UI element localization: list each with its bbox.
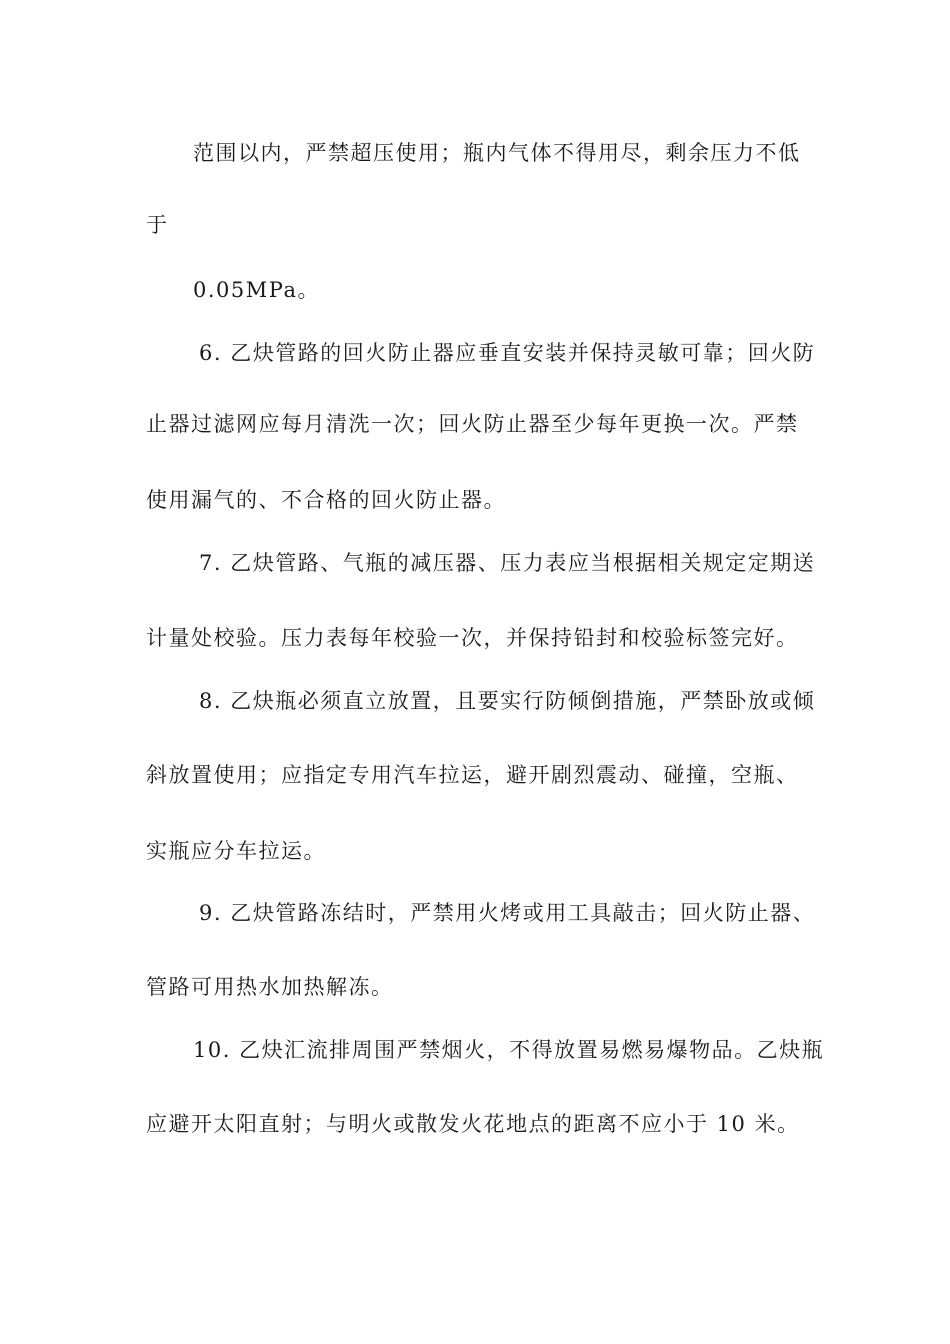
paragraph-8-line: 8. 乙炔瓶必须直立放置，且要实行防倾倒措施，严禁卧放或倾: [199, 689, 816, 713]
paragraph-10-line: 10. 乙炔汇流排周围严禁烟火，不得放置易燃易爆物品。乙炔瓶: [193, 1038, 825, 1062]
text-line: 0.05MPa。: [193, 278, 320, 302]
text-line: 于: [146, 213, 169, 237]
text-line: 斜放置使用；应指定专用汽车拉运，避开剧烈震动、碰撞，空瓶、: [146, 763, 799, 787]
paragraph-6-line: 6. 乙炔管路的回火防止器应垂直安装并保持灵敏可靠；回火防: [199, 341, 816, 365]
text-line: 实瓶应分车拉运。: [146, 839, 326, 863]
paragraph-9-line: 9. 乙炔管路冻结时，严禁用火烤或用工具敲击；回火防止器、: [199, 901, 816, 925]
text-line: 管路可用热水加热解冻。: [146, 975, 394, 999]
text-line: 止器过滤网应每月清洗一次；回火防止器至少每年更换一次。严禁: [146, 412, 799, 436]
text-line: 计量处校验。压力表每年校验一次，并保持铅封和校验标签完好。: [146, 626, 799, 650]
paragraph-7-line: 7. 乙炔管路、气瓶的减压器、压力表应当根据相关规定定期送: [199, 551, 816, 575]
text-line: 范围以内，严禁超压使用；瓶内气体不得用尽，剩余压力不低: [193, 141, 801, 165]
text-line: 使用漏气的、不合格的回火防止器。: [146, 488, 506, 512]
text-line: 应避开太阳直射；与明火或散发火花地点的距离不应小于 10 米。: [146, 1112, 800, 1136]
